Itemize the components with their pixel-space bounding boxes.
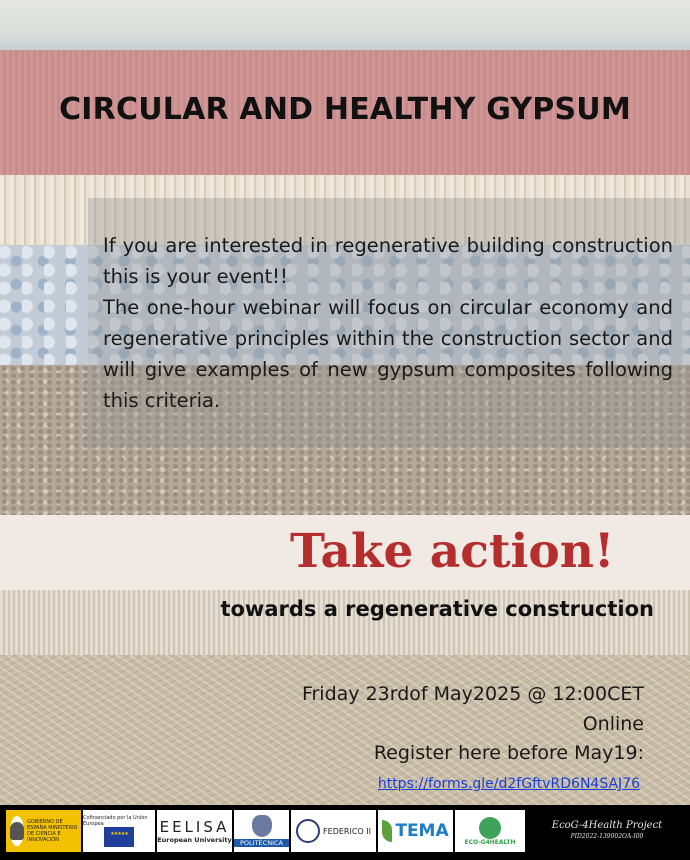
university-crest-icon xyxy=(252,815,272,837)
project-credit xyxy=(532,820,682,840)
eu-flag-icon xyxy=(104,827,134,847)
poster-title: CIRCULAR AND HEALTHY GYPSUM xyxy=(59,92,631,127)
tema-logo: TEMA xyxy=(378,810,453,852)
eco-g4health-logo: ECO-G4HEALTH xyxy=(455,810,525,852)
intro-text: If you are interested in regenerative building construction this is your event!! xyxy=(103,234,673,288)
background-top-band xyxy=(0,0,690,50)
description-text xyxy=(103,230,673,416)
webinar-description: The one-hour webinar will focus on circular economy and regenerative principles within the construction sector and will give examples of new gypsum composites following this criteria. xyxy=(103,296,673,412)
federico-ii-logo: FEDERICO II xyxy=(291,810,376,852)
ministry-logo: GOBIERNO DE ESPAÑA MINISTERIO DE CIENCIA E INNOVACIÓN xyxy=(6,810,81,852)
politecnica-logo: POLITÉCNICA xyxy=(234,810,289,852)
globe-icon xyxy=(479,817,501,839)
eu-logo: Cofinanciado por la Unión Europea ★★★★★ xyxy=(83,810,155,852)
project-code: PID2022-139002OA-I00 xyxy=(570,833,644,840)
leaf-icon xyxy=(382,820,392,842)
registration-link[interactable]: https://forms.gle/d2fGftvRD6N4SAJ76 xyxy=(377,776,640,792)
tagline: towards a regenerative construction xyxy=(220,597,654,621)
take-action-heading: Take action! xyxy=(290,524,615,579)
register-text: Register here before May19: xyxy=(373,742,644,764)
university-seal-icon xyxy=(296,819,320,843)
event-date: Friday 23rdof May2025 @ 12:00CET xyxy=(301,683,644,705)
project-name: EcoG-4Health Project xyxy=(551,820,663,831)
ministry-emblem-icon xyxy=(10,816,24,846)
eelisa-logo: EELISA European University xyxy=(157,810,232,852)
event-location: Online xyxy=(582,713,644,735)
